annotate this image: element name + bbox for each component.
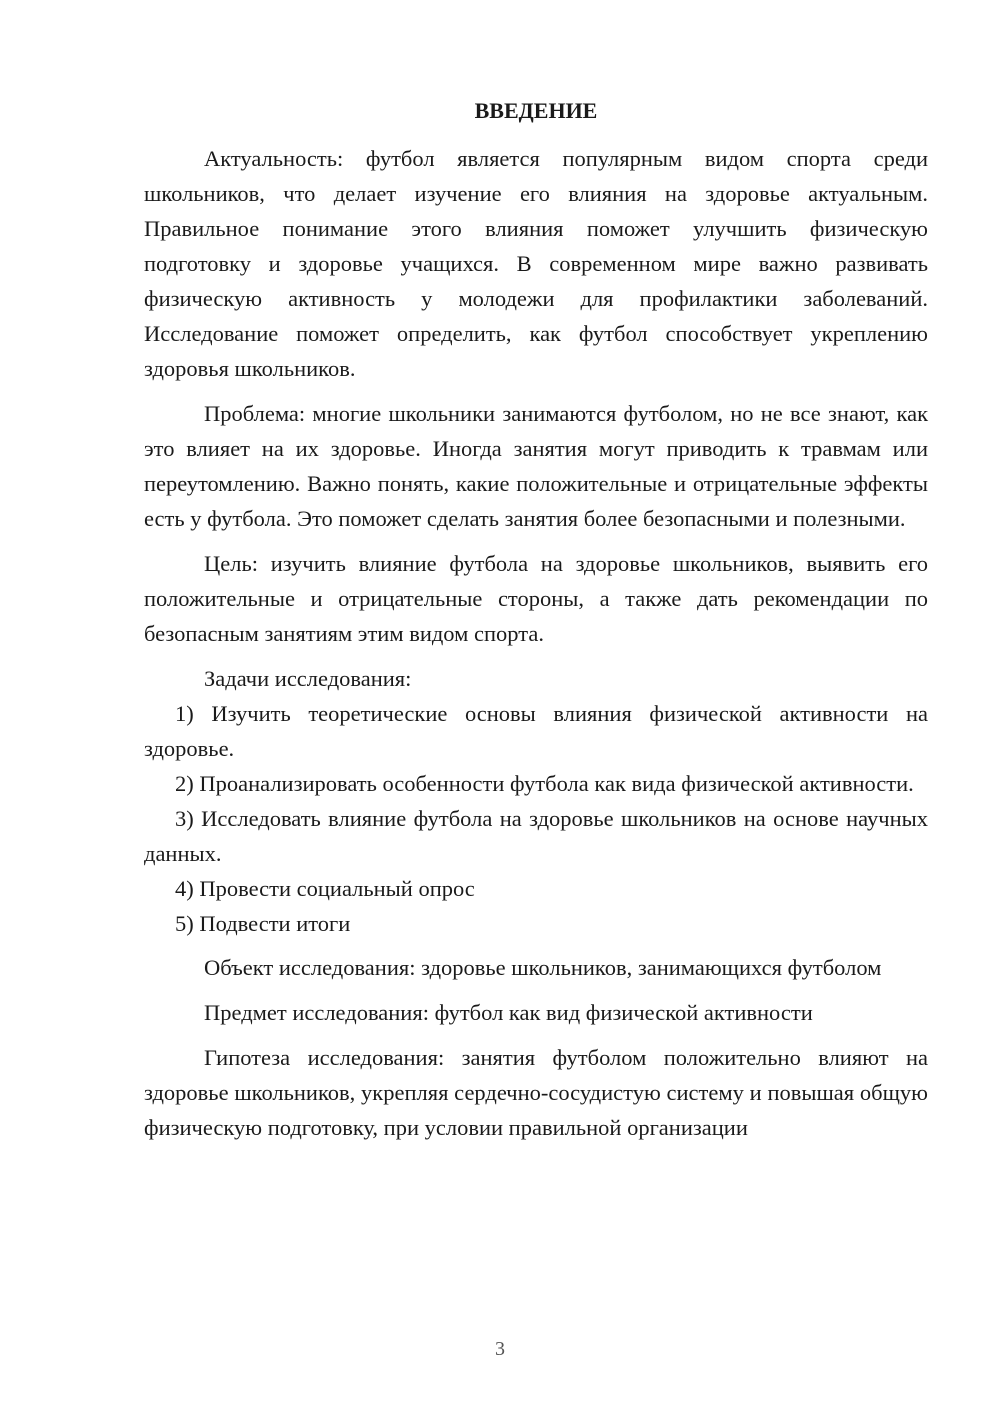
relevance-paragraph: Актуальность: футбол является популярным видом спорта среди школьников, что делает изучение его влияния на здоровье актуальным. Правильное понимание этого влияния поможет улучшить физическую подготовку и здоровье учащихся. В современном мире важно развивать физическую активность у молодежи для профилактики заболеваний. Исследование поможет определить, как футбол способствует укреплению здоровья школьников.: [144, 146, 928, 381]
subject-paragraph: Предмет исследования: футбол как вид физической активности: [204, 1000, 813, 1025]
page-number: 3: [495, 1338, 505, 1360]
object-paragraph: Объект исследования: здоровье школьников, занимающихся футболом: [204, 955, 882, 980]
task-item-4: 4) Провести социальный опрос: [175, 876, 475, 901]
hypothesis-paragraph: Гипотеза исследования: занятия футболом положительно влияют на здоровье школьников, укрепляя сердечно-сосудистую систему и повышая общую физическую подготовку, при условии правильной организации: [144, 1045, 928, 1140]
problem-paragraph: Проблема: многие школьники занимаются футболом, но не все знают, как это влияет на их здоровье. Иногда занятия могут приводить к травмам или переутомлению. Важно понять, какие положительные и отрицательные эффекты есть у футбола. Это поможет сделать занятия более безопасными и полезными.: [144, 401, 928, 531]
task-item-3: 3) Исследовать влияние футбола на здоровье школьников на основе научных данных.: [144, 806, 928, 866]
task-item-2: 2) Проанализировать особенности футбола как вида физической активности.: [175, 771, 914, 796]
task-item-1: 1) Изучить теоретические основы влияния физической активности на здоровье.: [144, 701, 928, 761]
section-heading: ВВЕДЕНИЕ: [474, 98, 598, 123]
tasks-title: Задачи исследования:: [204, 666, 412, 691]
document-body: [144, 141, 928, 1145]
goal-paragraph: Цель: изучить влияние футбола на здоровье школьников, выявить его положительные и отрицательные стороны, а также дать рекомендации по безопасным занятиям этим видом спорта.: [144, 551, 928, 646]
task-item-5: 5) Подвести итоги: [175, 911, 351, 936]
